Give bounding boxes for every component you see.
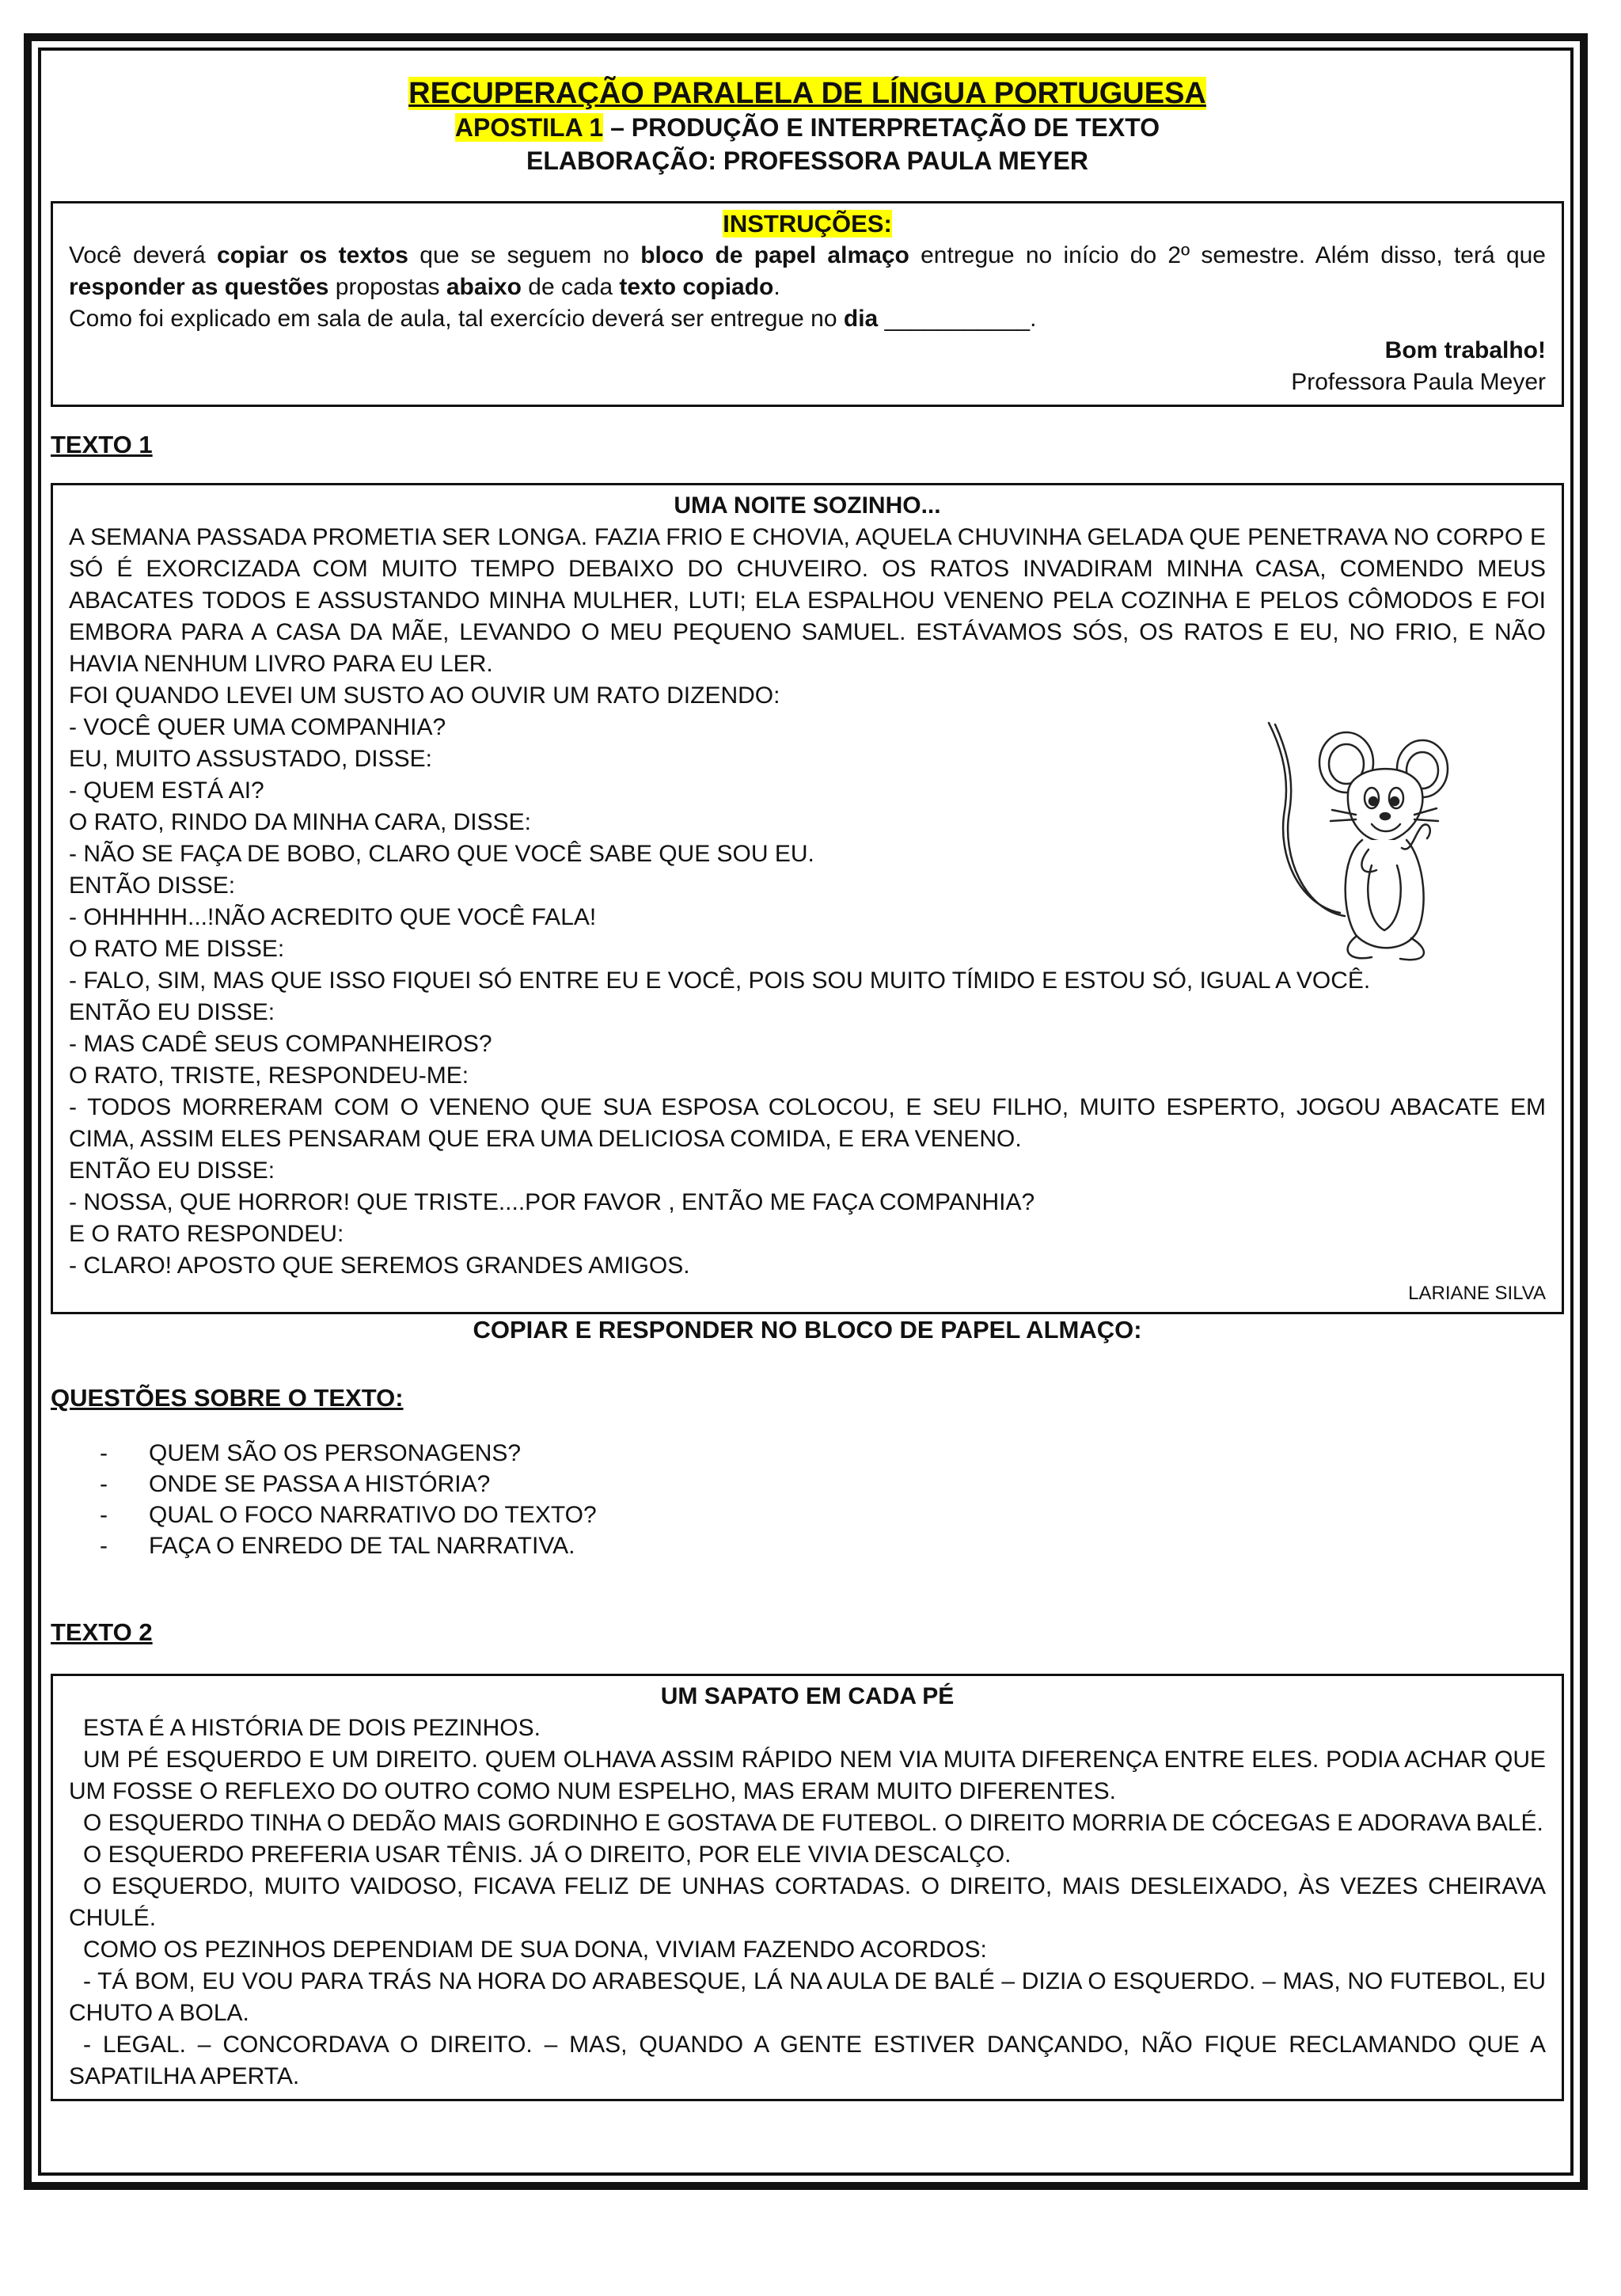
texto2-title: UM SAPATO EM CADA PÉ: [660, 1683, 955, 1709]
story-line: EU, MUITO ASSUSTADO, DISSE:: [69, 746, 432, 772]
story-line: - VOCÊ QUER UMA COMPANHIA?: [69, 714, 446, 740]
story-line: O RATO, RINDO DA MINHA CARA, DISSE:: [69, 809, 531, 835]
story-paragraph: UM PÉ ESQUERDO E UM DIREITO. QUEM OLHAVA ASSIM RÁPIDO NEM VIA MUITA DIFERENÇA ENTRE ELES. PODIA ACHAR QUE UM FOSSE O REFLEXO DO OUTRO COMO NUM ESPELHO, MAS ERAM MUITO DIFERENTES.: [69, 1747, 1546, 1804]
story-line: - MAS CADÊ SEUS COMPANHEIROS?: [69, 1031, 492, 1057]
story-line: ENTÃO EU DISSE:: [69, 1158, 275, 1184]
instructions-box: [51, 201, 1564, 407]
story-line: ENTÃO EU DISSE:: [69, 999, 275, 1025]
story-line: O RATO, TRISTE, RESPONDEU-ME:: [69, 1062, 469, 1089]
story-line: - TODOS MORRERAM COM O VENENO QUE SUA ESPOSA COLOCOU, E SEU FILHO, MUITO ESPERTO, JOGOU ABACATE EM CIMA, ASSIM ELES PENSARAM QUE ERA UMA DELICIOSA COMIDA, E ERA VENENO.: [69, 1094, 1546, 1152]
texto2-box: [51, 1674, 1564, 2101]
story-line: - FALO, SIM, MAS QUE ISSO FIQUEI SÓ ENTRE EU E VOCÊ, POIS SOU MUITO TÍMIDO E ESTOU SÓ, IGUAL A VOCÊ.: [69, 967, 1371, 994]
document-subtitle: APOSTILA 1 – PRODUÇÃO E INTERPRETAÇÃO DE TEXTO: [454, 113, 1160, 142]
story-paragraph: - LEGAL. – CONCORDAVA O DIREITO. – MAS, QUANDO A GENTE ESTIVER DANÇANDO, NÃO FIQUE RECLAMANDO QUE A SAPATILHA APERTA.: [69, 2032, 1546, 2089]
instructions-sign-off: Bom trabalho!: [1384, 337, 1546, 363]
list-item: - FAÇA O ENREDO DE TAL NARRATIVA.: [51, 1530, 1564, 1561]
story-paragraph: O ESQUERDO PREFERIA USAR TÊNIS. JÁ O DIREITO, POR ELE VIVIA DESCALÇO.: [83, 1842, 1012, 1868]
story-paragraph: O ESQUERDO TINHA O DEDÃO MAIS GORDINHO E GOSTAVA DE FUTEBOL. O DIREITO MORRIA DE CÓCEGAS E ADORAVA BALÉ.: [83, 1810, 1543, 1836]
story-line: - NÃO SE FAÇA DE BOBO, CLARO QUE VOCÊ SABE QUE SOU EU.: [69, 841, 814, 867]
instructions-signature: Professora Paula Meyer: [1291, 369, 1546, 395]
story-line: - OHHHHH...!NÃO ACREDITO QUE VOCÊ FALA!: [69, 904, 597, 930]
list-item: - QUEM SÃO OS PERSONAGENS?: [51, 1438, 1564, 1469]
texto1-box: [51, 483, 1564, 1314]
story-line: FOI QUANDO LEVEI UM SUSTO AO OUVIR UM RATO DIZENDO:: [69, 682, 780, 709]
texto2-label: TEXTO 2: [51, 1618, 153, 1646]
story-line: - CLARO! APOSTO QUE SEREMOS GRANDES AMIGOS.: [69, 1253, 690, 1279]
story-line: O RATO ME DISSE:: [69, 936, 285, 962]
story-line: ENTÃO DISSE:: [69, 872, 236, 899]
story-line: E O RATO RESPONDEU:: [69, 1221, 344, 1247]
list-item: - QUAL O FOCO NARRATIVO DO TEXTO?: [51, 1500, 1564, 1530]
author-line: ELABORAÇÃO: PROFESSORA PAULA MEYER: [526, 146, 1088, 175]
instructions-deadline: Como foi explicado em sala de aula, tal exercício deverá ser entregue no dia ___________.: [69, 306, 1037, 332]
questions-heading: QUESTÕES SOBRE O TEXTO:: [51, 1384, 404, 1412]
texto1-label: TEXTO 1: [51, 431, 153, 458]
story-line: - NOSSA, QUE HORROR! QUE TRISTE....POR FAVOR , ENTÃO ME FAÇA COMPANHIA?: [69, 1189, 1035, 1215]
copy-instruction: COPIAR E RESPONDER NO BLOCO DE PAPEL ALMAÇO:: [473, 1316, 1142, 1344]
instructions-text: Você deverá copiar os textos que se seguem no bloco de papel almaço entregue no início do 2º semestre. Além disso, terá que responder as questões propostas abaixo de cada texto copiado.: [69, 242, 1546, 300]
story-paragraph: O ESQUERDO, MUITO VAIDOSO, FICAVA FELIZ DE UNHAS CORTADAS. O DIREITO, MAIS DESLEIXADO, ÀS VEZES CHEIRAVA CHULÉ.: [69, 1873, 1546, 1931]
list-item: - ONDE SE PASSA A HISTÓRIA?: [51, 1469, 1564, 1500]
document-title: RECUPERAÇÃO PARALELA DE LÍNGUA PORTUGUESA: [408, 77, 1206, 110]
story-paragraph: COMO OS PEZINHOS DEPENDIAM DE SUA DONA, VIVIAM FAZENDO ACORDOS:: [83, 1937, 987, 1963]
texto1-title: UMA NOITE SOZINHO...: [674, 492, 941, 519]
texto1-intro: A SEMANA PASSADA PROMETIA SER LONGA. FAZIA FRIO E CHOVIA, AQUELA CHUVINHA GELADA QUE PENETRAVA NO CORPO E SÓ É EXORCIZADA COM MUITO TEMPO DEBAIXO DO CHUVEIRO. OS RATOS INVADIRAM MINHA CASA, COMENDO MEUS ABACATES TODOS E ASSUSTANDO MINHA MULHER, LUTI; ELA ESPALHOU VENENO PELA COZINHA E PELOS CÔMODOS E FOI EMBORA PARA A CASA DA MÃE, LEVANDO O MEU PEQUENO SAMUEL. ESTÁVAMOS SÓS, OS RATOS E EU, NO FRIO, E NÃO HAVIA NENHUM LIVRO PARA EU LER.: [69, 524, 1546, 677]
document-header: [51, 76, 1564, 177]
mouse-illustration: [1253, 715, 1475, 976]
story-line: - QUEM ESTÁ AI?: [69, 777, 264, 804]
document-content: [51, 76, 1564, 2101]
story-paragraph: ESTA É A HISTÓRIA DE DOIS PEZINHOS.: [83, 1715, 541, 1741]
texto1-author: LARIANE SILVA: [1408, 1283, 1546, 1304]
instructions-heading: INSTRUÇÕES:: [723, 210, 892, 238]
story-paragraph: - TÁ BOM, EU VOU PARA TRÁS NA HORA DO ARABESQUE, LÁ NA AULA DE BALÉ – DIZIA O ESQUERDO. – MAS, NO FUTEBOL, EU CHUTO A BOLA.: [69, 1968, 1546, 2026]
questions-list: [51, 1438, 1564, 1561]
